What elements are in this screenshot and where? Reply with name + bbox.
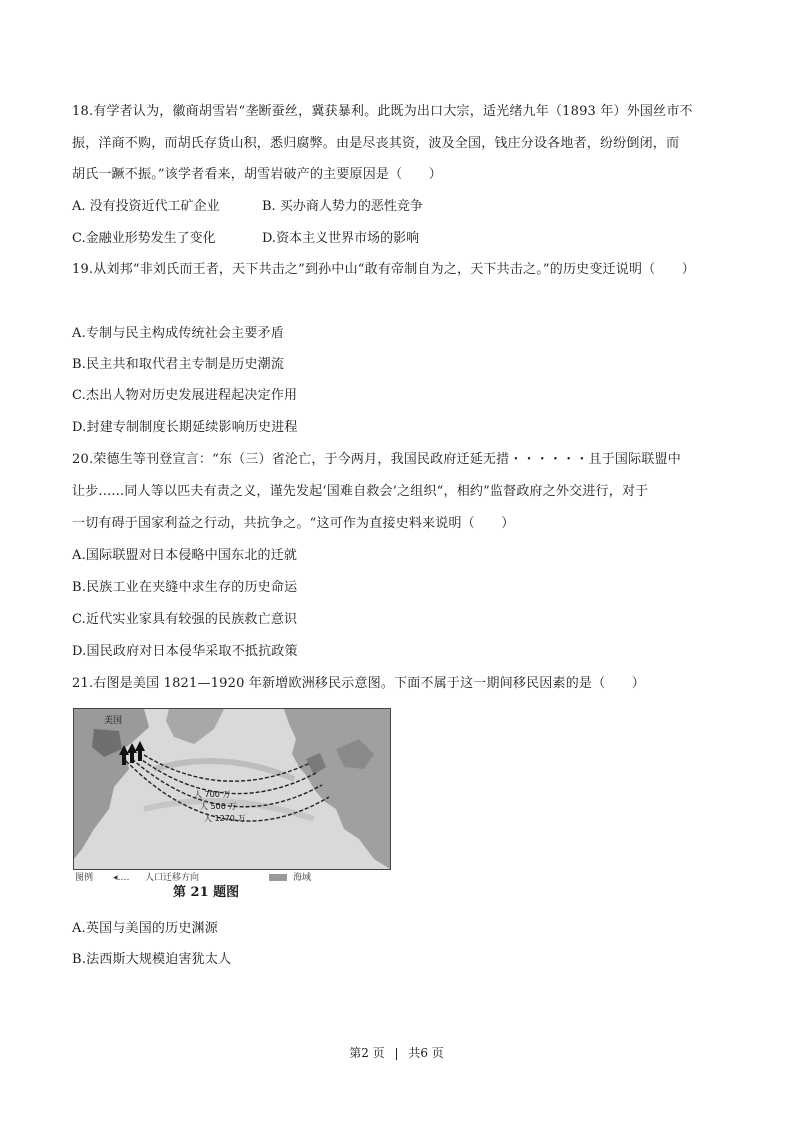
question-21-line-1: 21.右图是美国 1821—1920 年新增欧洲移民示意图。下面不属于这一期间移民因素的是（ ） — [72, 676, 645, 691]
question-18-option-b[interactable]: B. 买办商人势力的恶性竞争 — [262, 199, 423, 214]
question-18-option-d[interactable]: D.资本主义世界市场的影响 — [262, 231, 420, 246]
footer-separator: | — [394, 1046, 399, 1060]
map-graphic — [74, 709, 390, 869]
legend-sea-label: 海域 — [293, 873, 312, 883]
question-18-line-3: 胡氏一蹶不振。”该学者看来，胡雪岩破产的主要原因是（ ） — [72, 167, 442, 182]
question-20-option-c[interactable]: C.近代实业家具有较强的民族救亡意识 — [72, 612, 298, 627]
question-21-option-a[interactable]: A.英国与美国的历史渊源 — [72, 921, 218, 936]
question-18-line-1: 18.有学者认为，徽商胡雪岩“垄断蚕丝，冀获暴利。此既为出口大宗，适光绪九年（1893 年）外国丝市不 — [72, 104, 693, 119]
migration-map-figure — [73, 708, 393, 903]
question-18-option-a[interactable]: A. 没有投资近代工矿企业 — [72, 199, 220, 214]
question-19-option-b[interactable]: B.民主共和取代君主专制是历史潮流 — [72, 357, 285, 372]
legend-arrow-icon: ◂‥‥ — [113, 873, 130, 883]
question-19-option-a[interactable]: A.专制与民主构成传统社会主要矛盾 — [72, 326, 284, 341]
legend-arrow-label: 人口迁移方向 — [145, 873, 200, 883]
page-footer — [0, 1045, 793, 1061]
question-18-line-2: 振，洋商不购，而胡氏存货山积，悉归腐弊。由是尽丧其资，波及全国，钱庄分设各地者，纷纷倒闭，而 — [72, 136, 680, 151]
figure-caption: 第 21 题图 — [173, 885, 240, 900]
migration-map — [73, 708, 391, 870]
route-label-1: 人 700 万 — [194, 790, 231, 799]
question-20-option-d[interactable]: D.国民政府对日本侵华采取不抵抗政策 — [72, 644, 298, 659]
question-19-line-1: 19.从刘邦“非刘氏而王者，天下共击之”到孙中山“敢有帝制自为之，天下共击之。”的历史变迁说明（ ） — [72, 262, 695, 277]
legend-title: 图例 — [75, 873, 94, 883]
footer-page-number: 第2 页 — [349, 1046, 385, 1060]
question-19-option-c[interactable]: C.杰出人物对历史发展进程起决定作用 — [72, 388, 298, 403]
map-legend — [73, 871, 389, 885]
question-18-option-c[interactable]: C.金融业形势发生了变化 — [72, 231, 216, 246]
question-18-options-row-2 — [72, 230, 419, 248]
question-21-option-b[interactable]: B.法西斯大规模迫害犹太人 — [72, 952, 232, 967]
route-label-2: 人 500 万 — [200, 802, 237, 811]
footer-total-pages: 共6 页 — [408, 1046, 444, 1060]
question-20-option-a[interactable]: A.国际联盟对日本侵略中国东北的迁就 — [72, 548, 298, 563]
route-label-3: 人 1270 万 — [204, 814, 246, 823]
map-label-usa: 美国 — [104, 716, 123, 726]
question-20-line-3: 一切有碍于国家利益之行动，共抗争之。“这可作为直接史料来说明（ ） — [72, 516, 515, 531]
question-18-options-row-1 — [72, 198, 423, 216]
question-20-line-1: 20.荣德生等刊登宣言：“东（三）省沦亡，于今两月，我国民政府迁延无措・・・・・・且于国际联盟中 — [72, 452, 681, 467]
question-20-line-2: 让步......同人等以匹夫有责之义，谨先发起‘国难自救会’之组织“，相约”监督政府之外交进行，对于 — [72, 484, 649, 499]
question-19-option-d[interactable]: D.封建专制制度长期延续影响历史进程 — [72, 420, 298, 435]
question-20-option-b[interactable]: B.民族工业在夹缝中求生存的历史命运 — [72, 580, 298, 595]
legend-sea-swatch — [269, 874, 287, 881]
